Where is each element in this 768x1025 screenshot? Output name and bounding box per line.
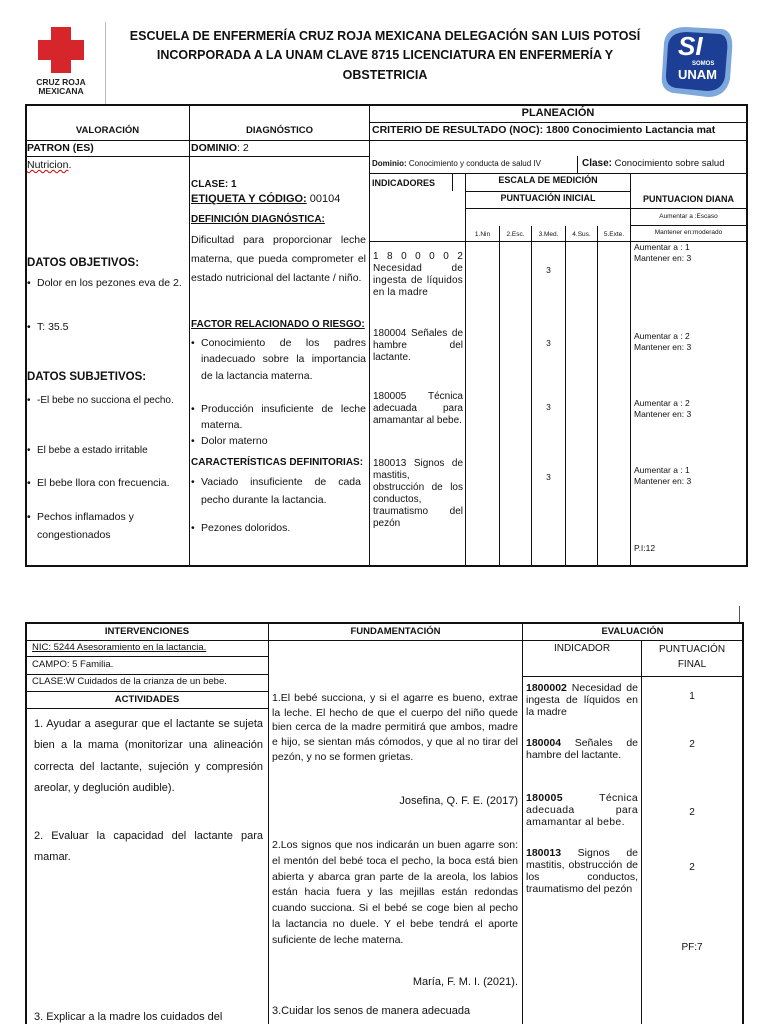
evaluacion-4 xyxy=(526,847,638,895)
actividades-header: ACTIVIDADES xyxy=(114,694,180,705)
patron-label: PATRON (ES) xyxy=(27,142,94,154)
diana-3-aumentar: Aumentar a : 2 xyxy=(634,398,690,408)
diana-2-mantener: Mantener en: 3 xyxy=(634,342,692,353)
logo-text-line2: MEXICANA xyxy=(38,86,84,97)
diana-3 xyxy=(634,398,691,421)
scale-col-1: 1.Nin xyxy=(474,231,491,238)
nic-label: NIC: 5244 Asesoramiento en la lactancia. xyxy=(32,642,207,653)
puntuacion-final-line1: PUNTUACIÓN xyxy=(658,644,726,655)
etiqueta-label: ETIQUETA Y CÓDIGO: xyxy=(191,193,307,205)
evaluacion-3 xyxy=(526,792,638,828)
etiqueta-row xyxy=(191,192,340,207)
puntuacion-diana-header: PUNTUACION DIANA xyxy=(643,194,734,204)
indicador-4: 180013 Signos de mastitis, obstrucción de los conductos, traumatismo del pezón xyxy=(373,458,463,529)
diana-1-aumentar: Aumentar a : 1 xyxy=(634,242,690,252)
actividad-2: 2. Evaluar la capacidad del lactante para mamar. xyxy=(34,830,263,864)
patron-value-text: Nutricion xyxy=(27,159,69,171)
logo-text-line1: CRUZ ROJA xyxy=(36,77,86,87)
evaluacion-header: EVALUACIÓN xyxy=(601,626,664,637)
indicador-header: INDICADOR xyxy=(553,643,611,654)
scale-col-5: 5.Exte. xyxy=(603,231,625,238)
factor-item-1: • Conocimiento de los padres inadecuado sobre la importancia de la lactancia materna. xyxy=(191,335,366,384)
factor-item-3: • Dolor materno xyxy=(191,434,366,448)
datos-subjetivos-text-1: -El bebe no succiona el pecho. xyxy=(37,395,174,406)
caracteristicas-label: CARACTERÍSTICAS DEFINITORIAS: xyxy=(191,457,364,468)
dominio-value: : 2 xyxy=(237,142,249,154)
aumentar-escaso: Aumentar a :Escaso xyxy=(659,213,718,220)
evaluacion-3-code: 180005 xyxy=(526,792,563,804)
caracteristica-item-1: • Vaciado insuficiente de cada pecho durante la lactancia. xyxy=(191,473,361,510)
patron-value-dot: . xyxy=(68,159,72,171)
scale-col-3: 3.Med. xyxy=(538,231,559,238)
mantener-moderado: Mantener en:moderado xyxy=(654,229,723,236)
definicion-label: DEFINICIÓN DIAGNÓSTICA: xyxy=(191,214,325,225)
title-line3: OBSTETRICIA xyxy=(342,67,428,82)
diana-4-mantener: Mantener en: 3 xyxy=(634,476,692,487)
evaluacion-2-text: Señales de hambre del lactante. xyxy=(526,737,639,762)
cita-2: María, F. M. I. (2021). xyxy=(412,976,518,988)
puntuacion-final-header xyxy=(642,642,742,672)
score-4: 3 xyxy=(546,472,551,482)
final-score-4: 2 xyxy=(689,862,695,873)
diana-2-aumentar: Aumentar a : 2 xyxy=(634,331,690,341)
factor-text-3: Dolor materno xyxy=(201,435,268,447)
datos-subjetivos-item-2: • El bebe a estado irritable xyxy=(27,444,185,458)
actividad-3: 3. Explicar a la madre los cuidados del xyxy=(34,1011,223,1023)
puntuacion-final-line2: FINAL xyxy=(677,659,707,670)
title-line1: ESCUELA DE ENFERMERÍA CRUZ ROJA MEXICANA DELEGACIÓN SAN LUIS POTOSÍ xyxy=(129,29,641,43)
datos-subjetivos-label: DATOS SUBJETIVOS: xyxy=(27,371,147,383)
evaluacion-2-code: 180004 xyxy=(526,737,562,749)
badge-somos: SOMOS xyxy=(692,61,715,67)
clase-label: CLASE: 1 xyxy=(191,179,237,190)
clase-noc-label: Clase: xyxy=(582,158,613,169)
datos-objetivos-text-2: T: 35.5 xyxy=(37,321,69,333)
dominio-noc-label: Dominio: xyxy=(372,159,407,168)
criterio-header: CRITERIO DE RESULTADO (NOC): 1800 Conocimiento Lactancia mat xyxy=(372,124,716,136)
datos-objetivos-text-1: Dolor en los pezones eva de 2. xyxy=(37,277,182,289)
datos-subjetivos-item-4: • Pechos inflamados y congestionados xyxy=(27,508,167,545)
evaluacion-3-text: Técnica adecuada para amamantar al bebe. xyxy=(526,792,638,829)
evaluacion-2 xyxy=(526,737,638,761)
diana-1-mantener: Mantener en: 3 xyxy=(634,253,692,264)
fundamento-3: 3.Cuidar los senos de manera adecuada xyxy=(272,1005,471,1017)
dominio-label: DOMINIO xyxy=(191,142,238,154)
diana-1 xyxy=(634,242,691,265)
dominio-noc-value: Conocimiento y conducta de salud IV xyxy=(406,159,541,168)
patron-value xyxy=(27,158,71,172)
caracteristica-text-2: Pezones doloridos. xyxy=(201,522,291,534)
indicador-2: 180004 Señales de hambre del lactante. xyxy=(373,328,463,363)
intervenciones-header: INTERVENCIONES xyxy=(104,626,190,637)
evaluacion-1 xyxy=(526,682,638,718)
datos-objetivos-item-2: • T: 35.5 xyxy=(27,320,185,334)
factor-label: FACTOR RELACIONADO O RIESGO: xyxy=(191,319,365,330)
caracteristica-item-2: • Pezones doloridos. xyxy=(191,521,366,535)
score-1: 3 xyxy=(546,265,551,275)
evaluacion-4-code: 180013 xyxy=(526,847,562,859)
clase-noc-value: Conocimiento sobre salud xyxy=(612,158,725,169)
datos-subjetivos-text-3: El bebe llora con frecuencia. xyxy=(37,477,170,489)
puntuacion-inicial-header: PUNTUACIÓN INICIAL xyxy=(500,193,596,203)
caracteristica-text-1: Vaciado insuficiente de cada pecho durante la lactancia. xyxy=(201,476,361,507)
campo-label: CAMPO: 5 Familia. xyxy=(32,659,114,670)
final-score-3: 2 xyxy=(689,807,695,818)
puntuacion-final-total: PF:7 xyxy=(681,942,703,953)
scale-col-4: 4.Sus. xyxy=(572,231,591,238)
clase-noc xyxy=(582,157,725,171)
badge-unam: UNAM xyxy=(678,67,717,82)
datos-subjetivos-item-1: • -El bebe no succiona el pecho. xyxy=(27,391,179,410)
cita-1: Josefina, Q. F. E. (2017) xyxy=(399,795,518,807)
factor-text-1: Conocimiento de los padres inadecuado sobre la importancia de la lactancia materna. xyxy=(201,337,366,382)
score-3: 3 xyxy=(546,402,551,412)
page-title xyxy=(110,27,660,85)
header-divider xyxy=(105,22,106,104)
evaluacion-4-text: Signos de mastitis, obstrucción de los conductos, traumatismo del pezón xyxy=(526,847,639,896)
datos-objetivos-label: DATOS OBJETIVOS: xyxy=(27,257,140,269)
red-cross-icon xyxy=(33,24,89,76)
fundamentacion-header: FUNDAMENTACIÓN xyxy=(350,626,441,637)
cruz-roja-logo xyxy=(33,24,89,104)
actividad-1: 1. Ayudar a asegurar que el lactante se sujeta bien a la mama (monitorizar una alineación correcta del lactante, sujeción y compresión areolar, y deglución audible). xyxy=(34,718,263,795)
final-score-2: 2 xyxy=(689,739,695,750)
diana-2 xyxy=(634,331,691,354)
title-line2: INCORPORADA A LA UNAM CLAVE 8715 LICENCIATURA EN ENFERMERÍA Y xyxy=(156,48,614,63)
puntuacion-inicial-total: P.I:12 xyxy=(634,543,656,553)
badge-si: SI xyxy=(678,31,703,61)
definicion-text: Dificultad para proporcionar leche materna, que pueda comprometer el estado nutricional del lactante / niño. xyxy=(191,234,366,284)
evaluacion-1-text: Necesidad de ingesta de líquidos en la madre xyxy=(526,682,638,719)
escala-header: ESCALA DE MEDICIÓN xyxy=(498,175,598,185)
fundamento-2: 2.Los signos que nos indicarán un buen agarre son: el mentón del bebé toca el pecho, la boca está bien abierta y abarca gran parte de la areola, los labios están hacia fuera y las mejillas están redondas cuando succiona. Si el bebé se coge bien al pecho la lactancia no duele. Y el bebe tendrá el aporte suficiente de leche materna. xyxy=(272,839,518,946)
diagnostico-header: DIAGNÓSTICO xyxy=(245,125,314,136)
dominio-noc xyxy=(372,159,541,170)
evaluacion-1-code: 1800002 xyxy=(526,682,567,694)
indicadores-header: INDICADORES xyxy=(372,178,436,188)
factor-item-2: • Producción insuficiente de leche materna. xyxy=(191,401,366,434)
datos-subjetivos-text-4: Pechos inflamados y congestionados xyxy=(37,511,134,542)
valoracion-header: VALORACIÓN xyxy=(75,125,140,136)
dominio-row xyxy=(191,141,249,155)
clase-label-2: CLASE:W Cuidados de la crianza de un bebe. xyxy=(32,676,227,687)
planeacion-header: PLANEACIÓN xyxy=(521,107,595,119)
scale-col-2: 2.Esc. xyxy=(506,231,525,238)
etiqueta-value: 00104 xyxy=(306,193,341,205)
diana-3-mantener: Mantener en: 3 xyxy=(634,409,692,420)
indicador-3: 180005 Técnica adecuada para amamantar al bebe. xyxy=(373,391,463,426)
diana-4 xyxy=(634,465,691,488)
indicador-1: 1 8 0 0 0 0 2 Necesidad de ingesta de líquidos en la madre xyxy=(373,251,463,298)
final-score-1: 1 xyxy=(689,691,695,702)
fundamento-1: 1.El bebé succiona, y si el agarre es bueno, extrae la leche. El hecho de que el cuerpo del niño quede bien cerca de la madre permitirá que ambos, madre e hijo, se sientan más cómodos, y que al no tirar del pezón, y no se formen grietas. xyxy=(272,692,518,763)
datos-subjetivos-text-2: El bebe a estado irritable xyxy=(37,445,148,456)
diana-4-aumentar: Aumentar a : 1 xyxy=(634,465,690,475)
factor-text-2: Producción insuficiente de leche materna. xyxy=(201,403,366,432)
unam-badge xyxy=(656,21,736,101)
datos-objetivos-item-1: • Dolor en los pezones eva de 2. xyxy=(27,274,185,293)
datos-subjetivos-item-3: • El bebe llora con frecuencia. xyxy=(27,476,185,490)
score-2: 3 xyxy=(546,338,551,348)
